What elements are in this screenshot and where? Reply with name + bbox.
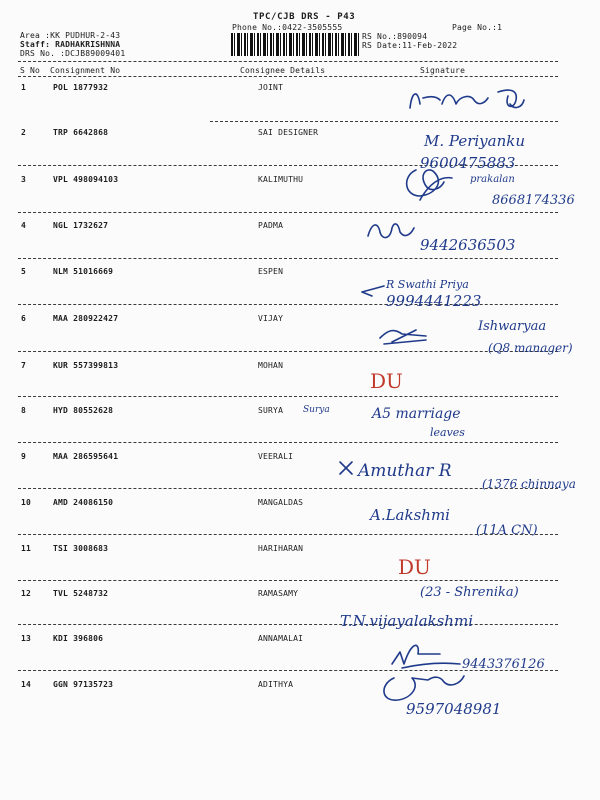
signature-row-3 (407, 170, 452, 200)
signature-row-10-name: A.Lakshmi (370, 506, 450, 524)
row-sno: 6 (21, 314, 27, 323)
row-consignment: MAA 286595641 (53, 452, 119, 461)
row-consignment: GGN 97135723 (53, 680, 114, 689)
signature-row-9-note: (1376 chinnaya (482, 477, 576, 491)
row-consignment: AMD 24086150 (53, 498, 114, 507)
signature-row-2-name: M. Periyanku (424, 132, 525, 150)
row-sno: 10 (21, 498, 32, 507)
row-divider (18, 534, 558, 535)
row-consignee: MOHAN (258, 361, 284, 370)
signature-row-5-phone: 9994441223 (386, 292, 482, 310)
row-consignee: SURYA (258, 406, 284, 415)
row-consignee: JOINT (258, 83, 284, 92)
row-consignee: ESPEN (258, 267, 284, 276)
row-consignee: VEERALI (258, 452, 294, 461)
signature-row-5-name: R Swathi Priya (386, 278, 469, 291)
header-divider-bottom (18, 76, 558, 77)
signature-row-14 (384, 676, 464, 700)
row-consignment: HYD 80552628 (53, 406, 114, 415)
signature-row-6-strike (380, 330, 426, 344)
row-consignment: NGL 1732627 (53, 221, 109, 230)
delivery-undelivered-mark-1: DU (370, 369, 403, 393)
signature-row-8-surya: Surya (303, 405, 330, 415)
row-consignee: MANGALDAS (258, 498, 304, 507)
row-sno: 11 (21, 544, 32, 553)
signature-row-12-note: (23 - Shrenika) (420, 585, 519, 600)
row-divider (18, 670, 558, 671)
signature-row-9-name: Amuthar R (358, 461, 452, 481)
row-divider (210, 121, 558, 122)
row-sno: 1 (21, 83, 27, 92)
row-sno: 2 (21, 128, 27, 137)
row-sno: 4 (21, 221, 27, 230)
row-consignee: ANNAMALAI (258, 634, 304, 643)
phone-number: Phone No.:0422-3505555 (232, 23, 343, 32)
signature-row-1 (410, 90, 524, 108)
row-consignee: HARIHARAN (258, 544, 304, 553)
row-consignee: VIJAY (258, 314, 284, 323)
row-consignment: TVL 5248732 (53, 589, 109, 598)
row-consignee: PADMA (258, 221, 284, 230)
signature-row-2-phone: 9600475883 (420, 154, 516, 172)
row-consignee: ADITHYA (258, 680, 294, 689)
row-consignee: SAI DESIGNER (258, 128, 319, 137)
drs-title: TPC/CJB DRS - P43 (253, 12, 356, 22)
signature-row-14-phone: 9597048981 (406, 700, 502, 718)
column-header-consignee: Consignee Details (240, 66, 326, 75)
header-divider-top (18, 61, 558, 62)
row-sno: 7 (21, 361, 27, 370)
row-divider (18, 212, 558, 213)
row-consignment: NLM 51016669 (53, 267, 114, 276)
signature-row-12-name: T.N.vijayalakshmi (340, 612, 473, 630)
signature-row-6-name: Ishwaryaa (478, 319, 547, 334)
rs-date: RS Date:11-Feb-2022 (362, 41, 458, 50)
page-number: Page No.:1 (452, 23, 503, 32)
column-header-signature: Signature (420, 66, 466, 75)
row-divider (18, 396, 558, 397)
row-sno: 3 (21, 175, 27, 184)
signature-row-3-phone: 8668174336 (492, 193, 575, 208)
signature-row-6-note: (Q8 manager) (488, 341, 573, 355)
signature-row-13-phone: 9443376126 (462, 657, 545, 672)
row-consignment: KDI 396806 (53, 634, 104, 643)
signature-row-10-note: (11A CN) (476, 523, 538, 538)
area-label: Area :KK PUDHUR-2-43 (20, 31, 121, 40)
drs-number: DRS No. :DCJB89009401 (20, 49, 126, 58)
row-sno: 12 (21, 589, 32, 598)
row-divider (18, 351, 558, 352)
row-consignment: POL 1877932 (53, 83, 109, 92)
row-consignee: RAMASAMY (258, 589, 299, 598)
row-consignment: VPL 498094103 (53, 175, 119, 184)
row-sno: 9 (21, 452, 27, 461)
signature-row-13 (392, 645, 460, 668)
signature-row-3-extra: prakalan (470, 174, 515, 185)
row-consignment: KUR 557399813 (53, 361, 119, 370)
signature-row-4 (368, 224, 414, 238)
column-header-consignment: Consignment No (50, 66, 121, 75)
row-sno: 5 (21, 267, 27, 276)
signature-row-8-note2: leaves (430, 426, 465, 439)
delivery-undelivered-mark-2: DU (398, 555, 431, 579)
row-sno: 14 (21, 680, 32, 689)
row-divider (18, 304, 558, 305)
row-consignment: MAA 280922427 (53, 314, 119, 323)
row-divider (18, 442, 558, 443)
barcode (231, 33, 359, 56)
row-divider (18, 258, 558, 259)
row-sno: 8 (21, 406, 27, 415)
row-divider (18, 624, 558, 625)
signature-row-5-arrow (362, 286, 384, 296)
row-consignee: KALIMUTHU (258, 175, 304, 184)
row-divider (18, 165, 558, 166)
signature-row-9-x (340, 462, 352, 474)
row-divider (18, 580, 558, 581)
staff-label: Staff: RADHAKRISHNNA (20, 40, 121, 49)
rs-number: RS No.:890094 (362, 32, 428, 41)
signature-row-8-note: A5 marriage (372, 406, 461, 422)
row-consignment: TSI 3008683 (53, 544, 109, 553)
row-consignment: TRP 6642868 (53, 128, 109, 137)
signature-row-4-phone: 9442636503 (420, 236, 516, 254)
column-header-sno: S No (20, 66, 41, 75)
row-sno: 13 (21, 634, 32, 643)
row-divider (18, 488, 558, 489)
